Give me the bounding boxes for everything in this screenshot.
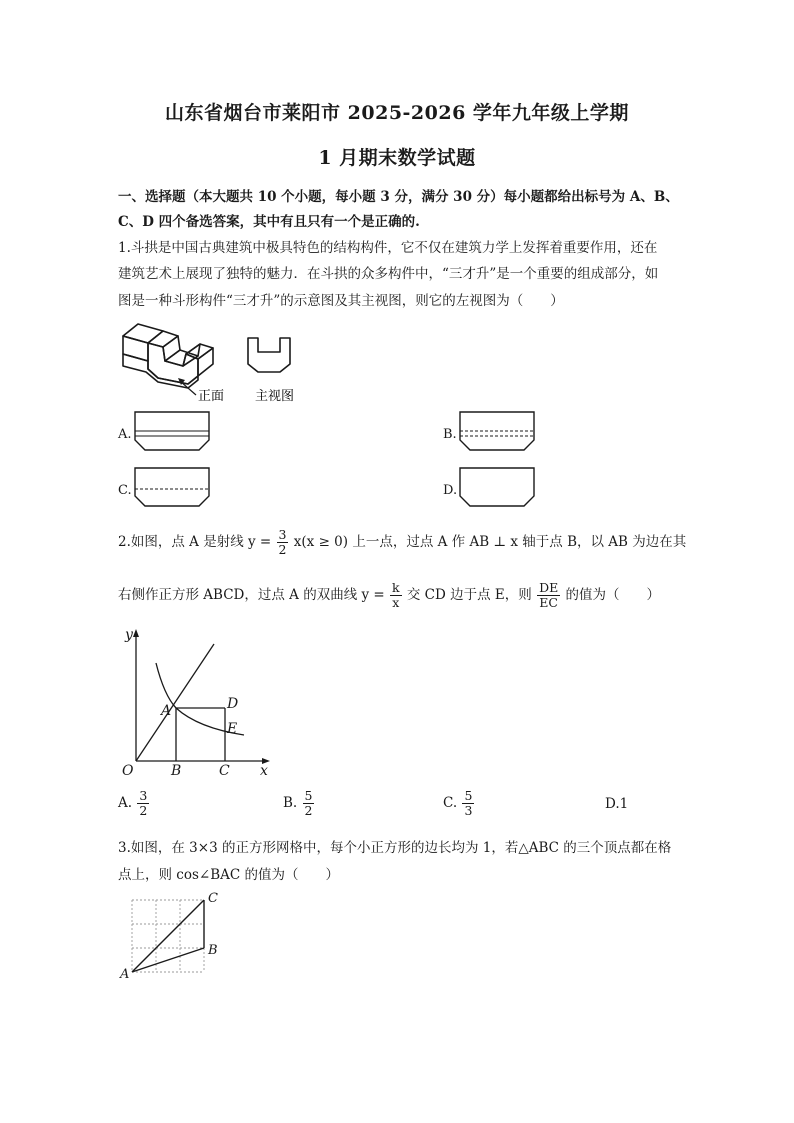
q2-axis-y-label: y <box>125 627 133 643</box>
q1-option-c-figure[interactable] <box>133 466 211 510</box>
q2-point-a-label: A <box>161 703 172 719</box>
q1-main-view-label: 主视图 <box>255 389 295 404</box>
q2-point-e-label: E <box>227 721 238 737</box>
q2-option-b-label: B. <box>283 795 298 811</box>
q2-option-b-num: 5 <box>304 788 313 803</box>
q1-option-a-figure[interactable] <box>133 410 211 454</box>
q1-option-d-figure[interactable] <box>458 466 536 510</box>
q1-text-line3: 图是一种斗形构件“三才升”的示意图及其主视图，则它的左视图为（ ） <box>118 293 564 309</box>
section1-heading-line1: 一、选择题（本大题共 10 个小题，每小题 3 分，满分 30 分）每小题都给出标号为 A、B、 <box>118 189 679 205</box>
q2-option-d-label: D. <box>605 796 620 812</box>
q2-option-a-den: 2 <box>139 803 148 818</box>
q2-l1-part-b: x(x ≥ 0) 上一点，过点 A 作 AB ⊥ x 轴于点 B，以 AB 为边在其 <box>293 534 687 550</box>
q2-option-b[interactable] <box>283 788 315 818</box>
q2-option-c-label: C. <box>443 795 458 811</box>
q2-l2-part-b: 交 CD 边于点 E，则 <box>406 587 532 603</box>
q2-option-c-den: 3 <box>464 803 473 818</box>
q1-option-d-label[interactable]: D. <box>443 483 458 498</box>
section1-heading-line2: C、D 四个备选答案，其中有且只有一个是正确的. <box>118 214 420 230</box>
q1-option-b-figure[interactable] <box>458 410 536 454</box>
q2-graph-figure <box>118 625 278 777</box>
q2-text-line2 <box>118 580 660 610</box>
q2-text-line1 <box>118 527 686 557</box>
q2-l1-frac-num: 3 <box>278 527 287 542</box>
q2-option-a-label: A. <box>118 795 133 811</box>
q3-point-b-label: B <box>208 943 218 958</box>
q1-text-line1: 1.斗拱是中国古典建筑中极具特色的结构构件，它不仅在建筑力学上发挥着重要作用，还在 <box>118 240 658 256</box>
q2-l2-fraction-de-over-ec <box>537 581 560 610</box>
q2-option-c[interactable] <box>443 788 475 818</box>
q2-l2-frac2-num: DE <box>539 580 559 595</box>
q2-axis-x-label: x <box>260 763 268 777</box>
q2-option-c-fraction <box>462 789 474 818</box>
q2-point-c-label: C <box>219 763 230 777</box>
q2-l2-part-c: 的值为（ ） <box>565 587 661 603</box>
q3-point-c-label: C <box>208 891 218 906</box>
q3-grid-figure <box>118 888 228 980</box>
q1-option-a-label[interactable]: A. <box>118 427 132 442</box>
exam-title-line2: 1 月期末数学试题 <box>318 147 476 169</box>
q2-l1-frac-den: 2 <box>278 542 287 557</box>
q1-option-b-label[interactable]: B. <box>443 427 457 442</box>
q2-option-a-fraction <box>137 789 149 818</box>
q2-l2-fraction-k-over-x <box>390 581 402 610</box>
q1-front-label: 正面 <box>198 389 225 404</box>
q1-text-line2: 建筑艺术上展现了独特的魅力．在斗拱的众多构件中，“三才升”是一个重要的组成部分，如 <box>118 266 659 282</box>
q2-option-a[interactable] <box>118 788 150 818</box>
q3-text-line2: 点上，则 cos∠BAC 的值为（ ） <box>118 867 340 883</box>
q1-sancaisheng-figure <box>118 314 318 406</box>
q2-point-b-label: B <box>171 763 182 777</box>
q2-option-c-num: 5 <box>464 788 473 803</box>
q3-text-line1: 3.如图，在 3×3 的正方形网格中，每个小正方形的边长均为 1，若△ABC 的三个顶点都在格 <box>118 840 672 856</box>
q2-l2-frac1-den: x <box>392 595 400 610</box>
q2-point-d-label: D <box>227 696 239 712</box>
q2-l1-fraction <box>277 528 289 557</box>
q2-option-d[interactable] <box>605 796 628 812</box>
q2-l2-part-a: 右侧作正方形 ABCD，过点 A 的双曲线 y = <box>118 587 385 603</box>
q2-option-b-fraction <box>303 789 315 818</box>
q2-l1-part-a: 2.如图，点 A 是射线 y = <box>118 534 272 550</box>
q2-l2-frac1-num: k <box>392 580 400 595</box>
q2-option-b-den: 2 <box>304 803 313 818</box>
q2-l2-frac2-den: EC <box>539 595 558 610</box>
q1-option-c-label[interactable]: C. <box>118 483 132 498</box>
q2-option-a-num: 3 <box>139 788 148 803</box>
exam-title-line1: 山东省烟台市莱阳市 2025-2026 学年九年级上学期 <box>165 102 629 124</box>
q2-origin-label: O <box>122 763 134 777</box>
q2-option-d-value: 1 <box>619 796 629 812</box>
q3-point-a-label: A <box>120 967 130 980</box>
